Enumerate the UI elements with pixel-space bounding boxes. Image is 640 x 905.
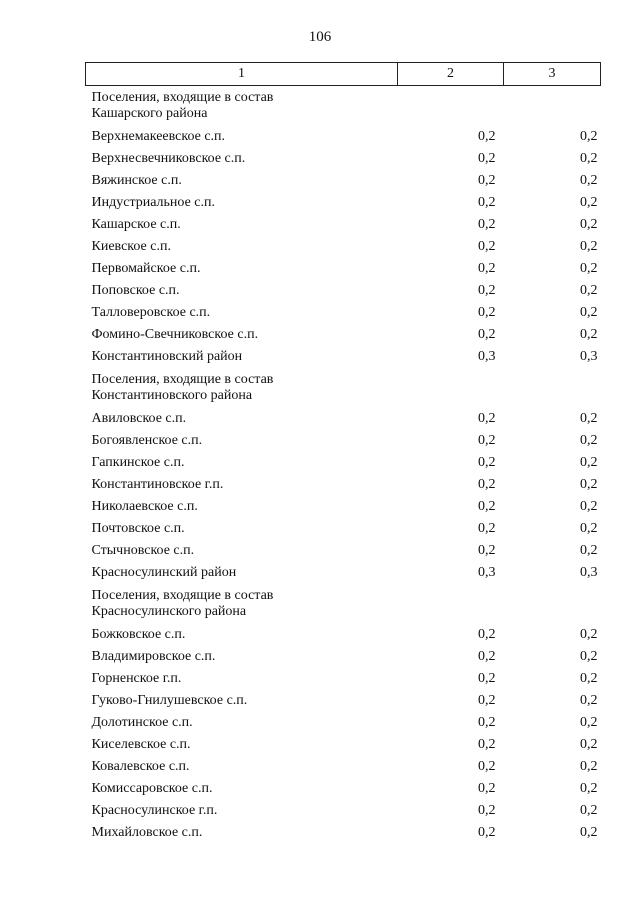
- table-row: [86, 734, 601, 756]
- table-body: [86, 86, 601, 845]
- value-column-2: 0,2: [478, 671, 496, 686]
- value-column-2: 0,2: [478, 649, 496, 664]
- value-column-3: 0,2: [580, 759, 598, 774]
- value-column-3: 0,2: [580, 649, 598, 664]
- value-column-2: 0,2: [478, 627, 496, 642]
- value-column-3: 0,2: [580, 151, 598, 166]
- value-column-2: 0,2: [478, 129, 496, 144]
- settlement-name: Стычновское с.п.: [91, 543, 195, 558]
- value-column-3: 0,2: [580, 305, 598, 320]
- settlement-name: Фомино-Свечниковское с.п.: [91, 327, 259, 342]
- value-column-2: 0,2: [478, 305, 496, 320]
- table-row: [86, 346, 601, 368]
- group-heading-row: [86, 584, 601, 624]
- table-row: [86, 192, 601, 214]
- table-header: [86, 63, 601, 86]
- table-row: [86, 408, 601, 430]
- value-column-2: 0,2: [478, 455, 496, 470]
- value-column-2: 0,2: [478, 759, 496, 774]
- value-column-2: 0,2: [478, 477, 496, 492]
- table-row: [86, 474, 601, 496]
- table-row: [86, 452, 601, 474]
- table-row: [86, 496, 601, 518]
- value-column-3: 0,2: [580, 217, 598, 232]
- table-row: [86, 518, 601, 540]
- settlement-name: Константиновский район: [91, 349, 243, 364]
- settlement-name: Индустриальное с.п.: [91, 195, 216, 210]
- group-heading: Поселения, входящие в состав Кашарского района: [91, 90, 274, 121]
- value-column-3: 0,2: [580, 433, 598, 448]
- value-column-2: 0,2: [478, 195, 496, 210]
- settlement-name: Михайловское с.п.: [91, 825, 203, 840]
- column-header-3: 3: [504, 63, 601, 86]
- value-column-3: 0,2: [580, 781, 598, 796]
- value-column-3: 0,2: [580, 283, 598, 298]
- settlement-name: Долотинское с.п.: [91, 715, 193, 730]
- settlement-name: Первомайское с.п.: [91, 261, 201, 276]
- value-column-3: 0,2: [580, 825, 598, 840]
- value-column-3: 0,2: [580, 173, 598, 188]
- table-row: [86, 668, 601, 690]
- settlement-name: Талловеровское с.п.: [91, 305, 211, 320]
- group-heading-row: [86, 368, 601, 408]
- table-row: [86, 258, 601, 280]
- settlement-name: Николаевское с.п.: [91, 499, 198, 514]
- value-column-2: 0,3: [478, 565, 496, 580]
- data-table: [85, 62, 601, 844]
- settlement-name: Киевское с.п.: [91, 239, 171, 254]
- settlement-name: Комиссаровское с.п.: [91, 781, 213, 796]
- table-row: [86, 324, 601, 346]
- value-column-3: 0,2: [580, 693, 598, 708]
- table-row: [86, 712, 601, 734]
- table-row: [86, 540, 601, 562]
- settlement-name: Авиловское с.п.: [91, 411, 187, 426]
- table-header-row: [86, 63, 601, 86]
- value-column-2: 0,2: [478, 693, 496, 708]
- value-column-2: 0,2: [478, 173, 496, 188]
- settlement-name: Почтовское с.п.: [91, 521, 185, 536]
- settlement-name: Верхнесвечниковское с.п.: [91, 151, 246, 166]
- settlement-name: Красносулинское г.п.: [91, 803, 218, 818]
- value-column-2: 0,2: [478, 411, 496, 426]
- value-column-2: 0,2: [478, 261, 496, 276]
- group-heading: Поселения, входящие в состав Красносулинского района: [91, 588, 274, 619]
- settlement-name: Гуково-Гнилушевское с.п.: [91, 693, 248, 708]
- value-column-3: 0,3: [580, 565, 598, 580]
- value-column-2: 0,2: [478, 283, 496, 298]
- value-column-2: 0,3: [478, 349, 496, 364]
- table-row: [86, 280, 601, 302]
- table-row: [86, 646, 601, 668]
- table-row: [86, 126, 601, 148]
- column-header-2: 2: [398, 63, 504, 86]
- table-row: [86, 148, 601, 170]
- value-column-2: 0,2: [478, 239, 496, 254]
- value-column-3: 0,2: [580, 239, 598, 254]
- value-column-2: 0,2: [478, 781, 496, 796]
- value-column-3: 0,2: [580, 411, 598, 426]
- value-column-2: 0,2: [478, 217, 496, 232]
- value-column-3: 0,2: [580, 129, 598, 144]
- settlement-name: Поповское с.п.: [91, 283, 180, 298]
- table-row: [86, 624, 601, 646]
- value-column-3: 0,2: [580, 521, 598, 536]
- table-row: [86, 690, 601, 712]
- settlement-name: Гапкинское с.п.: [91, 455, 185, 470]
- table-row: [86, 756, 601, 778]
- settlement-name: Константиновское г.п.: [91, 477, 224, 492]
- value-column-3: 0,3: [580, 349, 598, 364]
- table-row: [86, 236, 601, 258]
- page-number: 106: [308, 29, 332, 45]
- settlement-name: Киселевское с.п.: [91, 737, 191, 752]
- value-column-2: 0,2: [478, 521, 496, 536]
- value-column-2: 0,2: [478, 737, 496, 752]
- value-column-2: 0,2: [478, 327, 496, 342]
- value-column-2: 0,2: [478, 433, 496, 448]
- column-header-1: 1: [86, 63, 398, 86]
- table-row: [86, 800, 601, 822]
- settlement-name: Вяжинское с.п.: [91, 173, 182, 188]
- value-column-2: 0,2: [478, 499, 496, 514]
- value-column-3: 0,2: [580, 627, 598, 642]
- value-column-2: 0,2: [478, 151, 496, 166]
- value-column-2: 0,2: [478, 715, 496, 730]
- table-row: [86, 214, 601, 236]
- value-column-3: 0,2: [580, 543, 598, 558]
- settlement-name: Кашарское с.п.: [91, 217, 181, 232]
- group-heading-row: [86, 86, 601, 127]
- value-column-2: 0,2: [478, 543, 496, 558]
- table-row: [86, 170, 601, 192]
- settlement-name: Ковалевское с.п.: [91, 759, 190, 774]
- settlement-name: Владимировское с.п.: [91, 649, 216, 664]
- value-column-3: 0,2: [580, 261, 598, 276]
- value-column-3: 0,2: [580, 455, 598, 470]
- value-column-3: 0,2: [580, 671, 598, 686]
- settlement-name: Красносулинский район: [91, 565, 237, 580]
- group-heading: Поселения, входящие в состав Константиновского района: [91, 372, 274, 403]
- value-column-3: 0,2: [580, 327, 598, 342]
- settlement-name: Горненское г.п.: [91, 671, 182, 686]
- table-row: [86, 822, 601, 844]
- value-column-3: 0,2: [580, 803, 598, 818]
- value-column-3: 0,2: [580, 715, 598, 730]
- value-column-3: 0,2: [580, 737, 598, 752]
- settlement-name: Божковское с.п.: [91, 627, 186, 642]
- settlement-name: Богоявленское с.п.: [91, 433, 203, 448]
- table-row: [86, 302, 601, 324]
- settlement-name: Верхнемакеевское с.п.: [91, 129, 226, 144]
- table-row: [86, 430, 601, 452]
- value-column-3: 0,2: [580, 499, 598, 514]
- value-column-3: 0,2: [580, 195, 598, 210]
- table-row: [86, 562, 601, 584]
- value-column-3: 0,2: [580, 477, 598, 492]
- table-row: [86, 778, 601, 800]
- value-column-2: 0,2: [478, 803, 496, 818]
- value-column-2: 0,2: [478, 825, 496, 840]
